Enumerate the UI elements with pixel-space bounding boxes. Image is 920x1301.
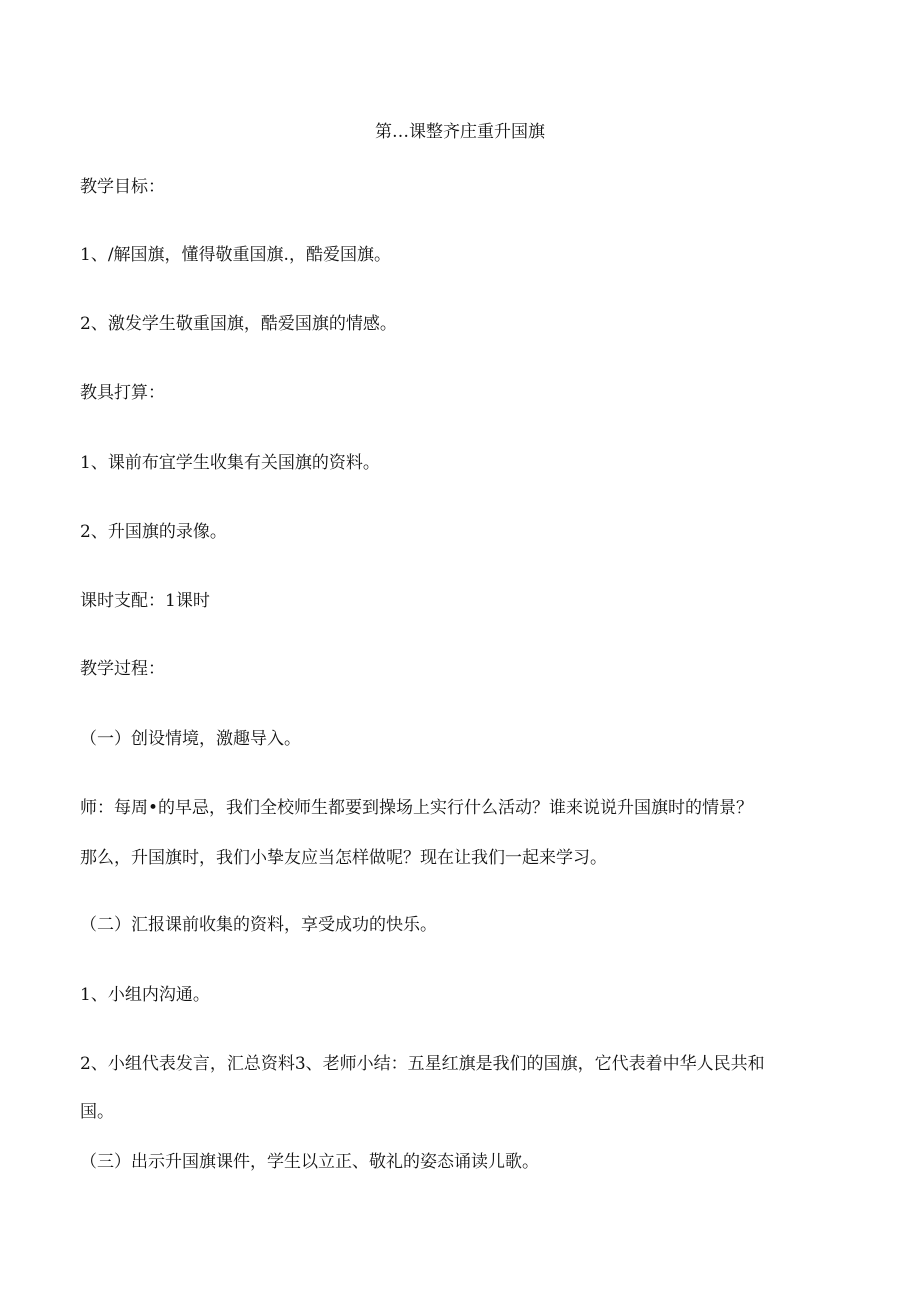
- step-2-item-2-line-1: 2、小组代表发言，汇总资料3、老师小结：五星红旗是我们的国旗，它代表着中华人民共和: [80, 1054, 765, 1074]
- objective-item-1: 1、/解国旗，懂得敬重国旗.，酷爱国旗。: [80, 245, 391, 265]
- document-title: 第…课整齐庄重升国旗: [375, 122, 545, 142]
- section-heading-preparation: 教具打算：: [80, 383, 165, 403]
- step-2-item-2-line-2: 国。: [80, 1102, 114, 1122]
- process-step-1-heading: （一）创设情境，激趣导入。: [80, 729, 301, 749]
- process-step-3-heading: （三）出示升国旗课件，学生以立正、敬礼的姿态诵读儿歌。: [80, 1152, 539, 1172]
- preparation-item-1: 1、课前布宜学生收集有关国旗的资料。: [80, 453, 380, 473]
- preparation-item-2: 2、升国旗的录像。: [80, 522, 227, 542]
- process-step-2-heading: （二）汇报课前收集的资料，享受成功的快乐。: [80, 915, 437, 935]
- teacher-paragraph-line-2: 那么，升国旗时，我们小挚友应当怎样做呢？现在让我们一起来学习。: [80, 848, 607, 868]
- class-hours-line: 课时支配：1课时: [80, 591, 210, 611]
- section-heading-objectives: 教学目标：: [80, 177, 165, 197]
- teacher-paragraph-line-1: 师：每周•的早忌，我们全校师生都要到操场上实行什么活动？谁来说说升国旗时的情景？: [80, 798, 754, 818]
- section-heading-process: 教学过程：: [80, 659, 165, 679]
- objective-item-2: 2、激发学生敬重国旗，酷爱国旗的情感。: [80, 314, 397, 334]
- step-2-item-1: 1、小组内沟通。: [80, 985, 210, 1005]
